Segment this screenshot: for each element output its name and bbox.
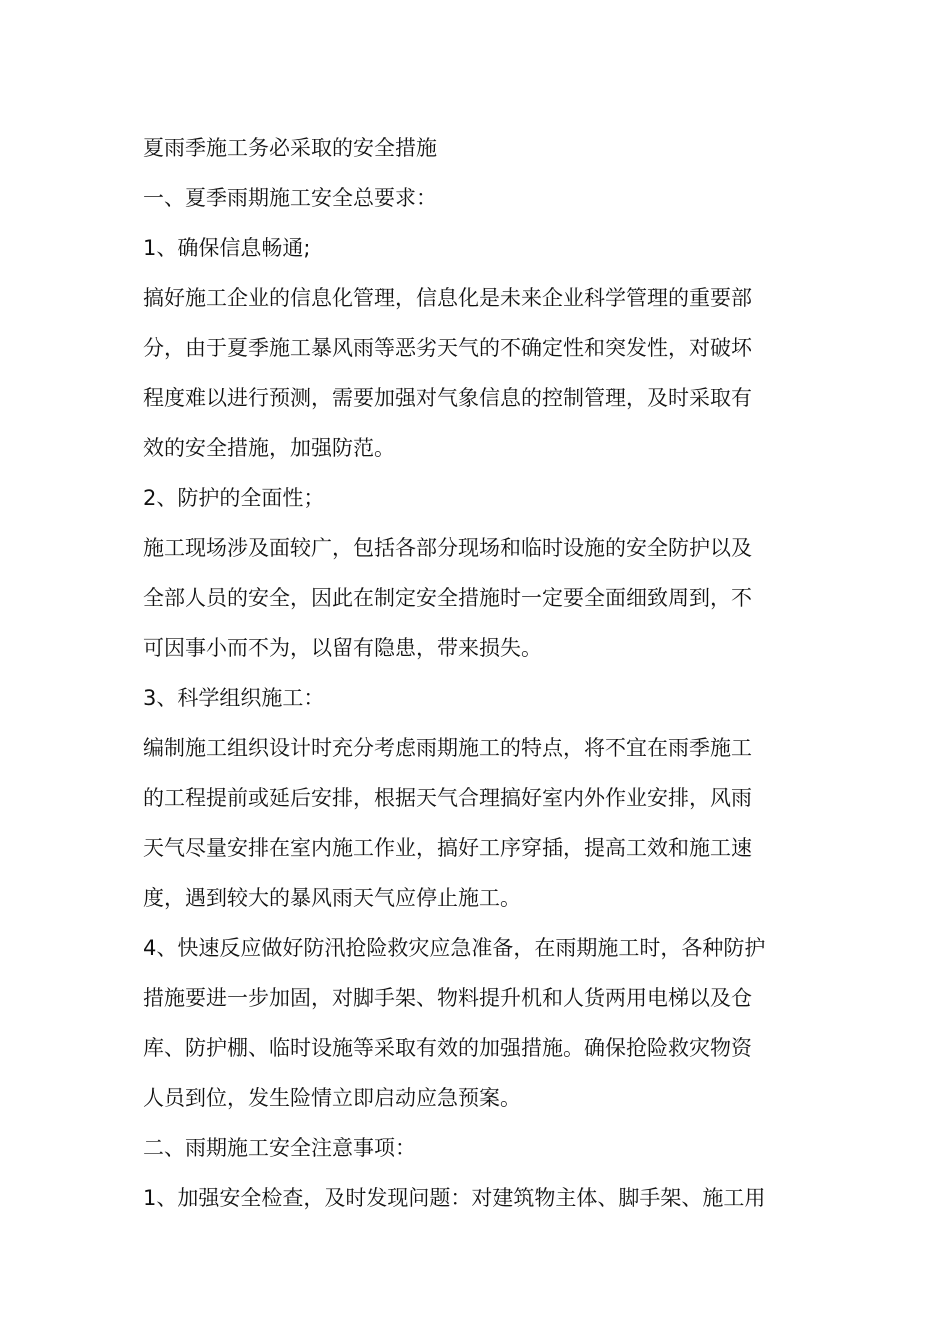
- document-title: 夏雨季施工务必采取的安全措施: [143, 136, 437, 160]
- paragraph-line: 搞好施工企业的信息化管理，信息化是未来企业科学管理的重要部: [143, 286, 752, 310]
- section-heading-2: 二、雨期施工安全注意事项：: [143, 1136, 416, 1160]
- document-page: [143, 123, 811, 1223]
- paragraph-line: 程度难以进行预测，需要加强对气象信息的控制管理，及时采取有: [143, 386, 752, 410]
- item-heading-1-3: 3、科学组织施工：: [143, 686, 325, 710]
- item-heading-1-4: 4、快速反应做好防汛抢险救灾应急准备，在雨期施工时，各种防护: [143, 936, 766, 960]
- paragraph-line: 库、防护棚、临时设施等采取有效的加强措施。确保抢险救灾物资: [143, 1036, 752, 1060]
- item-heading-2-1: 1、加强安全检查，及时发现问题：对建筑物主体、脚手架、施工用: [143, 1186, 766, 1210]
- paragraph-line: 可因事小而不为，以留有隐患，带来损失。: [143, 636, 542, 660]
- paragraph-line: 度，遇到较大的暴风雨天气应停止施工。: [143, 886, 521, 910]
- paragraph-line: 效的安全措施，加强防范。: [143, 436, 395, 460]
- paragraph-line: 编制施工组织设计时充分考虑雨期施工的特点，将不宜在雨季施工: [143, 736, 752, 760]
- paragraph-line: 全部人员的安全，因此在制定安全措施时一定要全面细致周到，不: [143, 586, 752, 610]
- paragraph-line: 天气尽量安排在室内施工作业，搞好工序穿插，提高工效和施工速: [143, 836, 752, 860]
- item-heading-1-1: 1、确保信息畅通;: [143, 236, 311, 260]
- paragraph-line: 的工程提前或延后安排，根据天气合理搞好室内外作业安排，风雨: [143, 786, 752, 810]
- paragraph-line: 施工现场涉及面较广，包括各部分现场和临时设施的安全防护以及: [143, 536, 752, 560]
- section-heading-1: 一、夏季雨期施工安全总要求：: [143, 186, 437, 210]
- paragraph-line: 分，由于夏季施工暴风雨等恶劣天气的不确定性和突发性，对破坏: [143, 336, 752, 360]
- paragraph-line: 人员到位，发生险情立即启动应急预案。: [143, 1086, 521, 1110]
- item-heading-1-2: 2、防护的全面性；: [143, 486, 325, 510]
- paragraph-line: 措施要进一步加固，对脚手架、物料提升机和人货两用电梯以及仓: [143, 986, 752, 1010]
